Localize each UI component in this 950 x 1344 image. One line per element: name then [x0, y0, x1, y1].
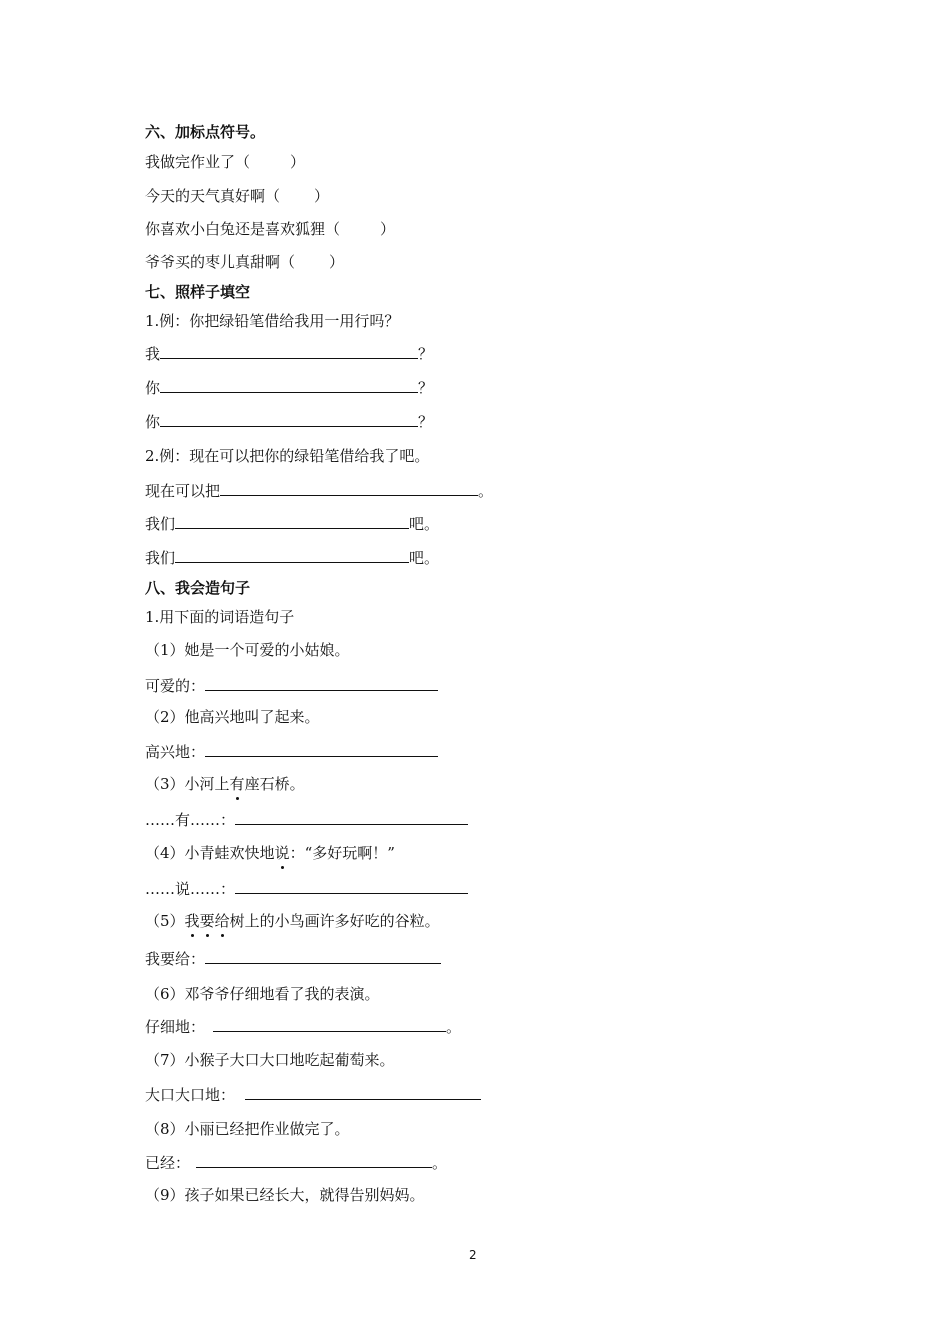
model-sentence: （8）小丽已经把作业做完了。: [145, 1120, 350, 1138]
model-sentence: （2）他高兴地叫了起来。: [145, 708, 320, 726]
answer-blank[interactable]: [196, 1152, 432, 1168]
emphasis-dot-char: 有: [229, 775, 245, 793]
section-8-title: 八、我会造句子: [145, 579, 251, 597]
punctuation-item-3: 你喜欢小白兔还是喜欢狐狸（ ）: [145, 220, 396, 238]
punctuation-item-1: 我做完作业了（ ）: [145, 153, 306, 171]
answer-blank[interactable]: [160, 377, 418, 393]
answer-blank[interactable]: [205, 675, 438, 691]
answer-blank[interactable]: [160, 343, 418, 359]
answer-blank[interactable]: [175, 547, 409, 563]
sentence-line: 我要给：: [145, 948, 441, 969]
fill-line: 你 ？: [145, 379, 434, 397]
answer-blank[interactable]: [160, 411, 418, 427]
fill-line: 我们 吧。: [145, 549, 440, 567]
emphasis-dot-char: 我: [184, 912, 200, 930]
answer-blank[interactable]: [205, 741, 438, 757]
model-sentence: （6）邓爷爷仔细地看了我的表演。: [145, 985, 380, 1003]
model-sentence: （3）小河上有座石桥。: [145, 775, 305, 793]
sentence-line: 高兴地：: [145, 741, 438, 762]
model-sentence: （4）小青蛙欢快地说：“多好玩啊！”: [145, 844, 395, 862]
model-sentence: （1）她是一个可爱的小姑娘。: [145, 641, 350, 659]
sentence-line: 大口大口地：: [145, 1084, 481, 1105]
emphasis-dot-char: 要: [199, 912, 215, 930]
answer-blank[interactable]: [235, 809, 468, 825]
answer-blank[interactable]: [220, 480, 478, 496]
example-2: 2.例：现在可以把你的绿铅笔借给我了吧。: [145, 447, 430, 465]
model-sentence: （7）小猴子大口大口地吃起葡萄来。: [145, 1051, 395, 1069]
fill-line: 现在可以把 。: [145, 482, 494, 500]
answer-blank[interactable]: [235, 878, 468, 894]
fill-line: 我 ？: [145, 345, 434, 363]
answer-blank[interactable]: [175, 513, 409, 529]
example-1: 1.例：你把绿铅笔借给我用一用行吗？: [145, 312, 400, 330]
sentence-line: 已经： 。: [145, 1154, 448, 1172]
answer-blank[interactable]: [245, 1084, 481, 1100]
sentence-line: 仔细地： 。: [145, 1018, 462, 1036]
page-number: 2: [469, 1248, 477, 1262]
sentence-line: ……说……：: [145, 878, 468, 899]
section-8-subtitle: 1.用下面的词语造句子: [145, 608, 295, 626]
fill-line: 我们 吧。: [145, 515, 440, 533]
answer-blank[interactable]: [213, 1016, 446, 1032]
emphasis-dot-char: 说: [274, 844, 290, 862]
sentence-line: ……有……：: [145, 809, 468, 830]
model-sentence: （9）孩子如果已经长大，就得告别妈妈。: [145, 1186, 425, 1204]
fill-line: 你 ？: [145, 413, 434, 431]
emphasis-dot-char: 给: [214, 912, 230, 930]
section-7-title: 七、照样子填空: [145, 283, 251, 301]
punctuation-item-2: 今天的天气真好啊（ ）: [145, 187, 330, 205]
model-sentence: （5）我要给树上的小鸟画许多好吃的谷粒。: [145, 912, 440, 930]
sentence-line: 可爱的：: [145, 675, 438, 696]
answer-blank[interactable]: [205, 948, 441, 964]
punctuation-item-4: 爷爷买的枣儿真甜啊（ ）: [145, 253, 345, 271]
section-6-title: 六、加标点符号。: [145, 123, 266, 141]
